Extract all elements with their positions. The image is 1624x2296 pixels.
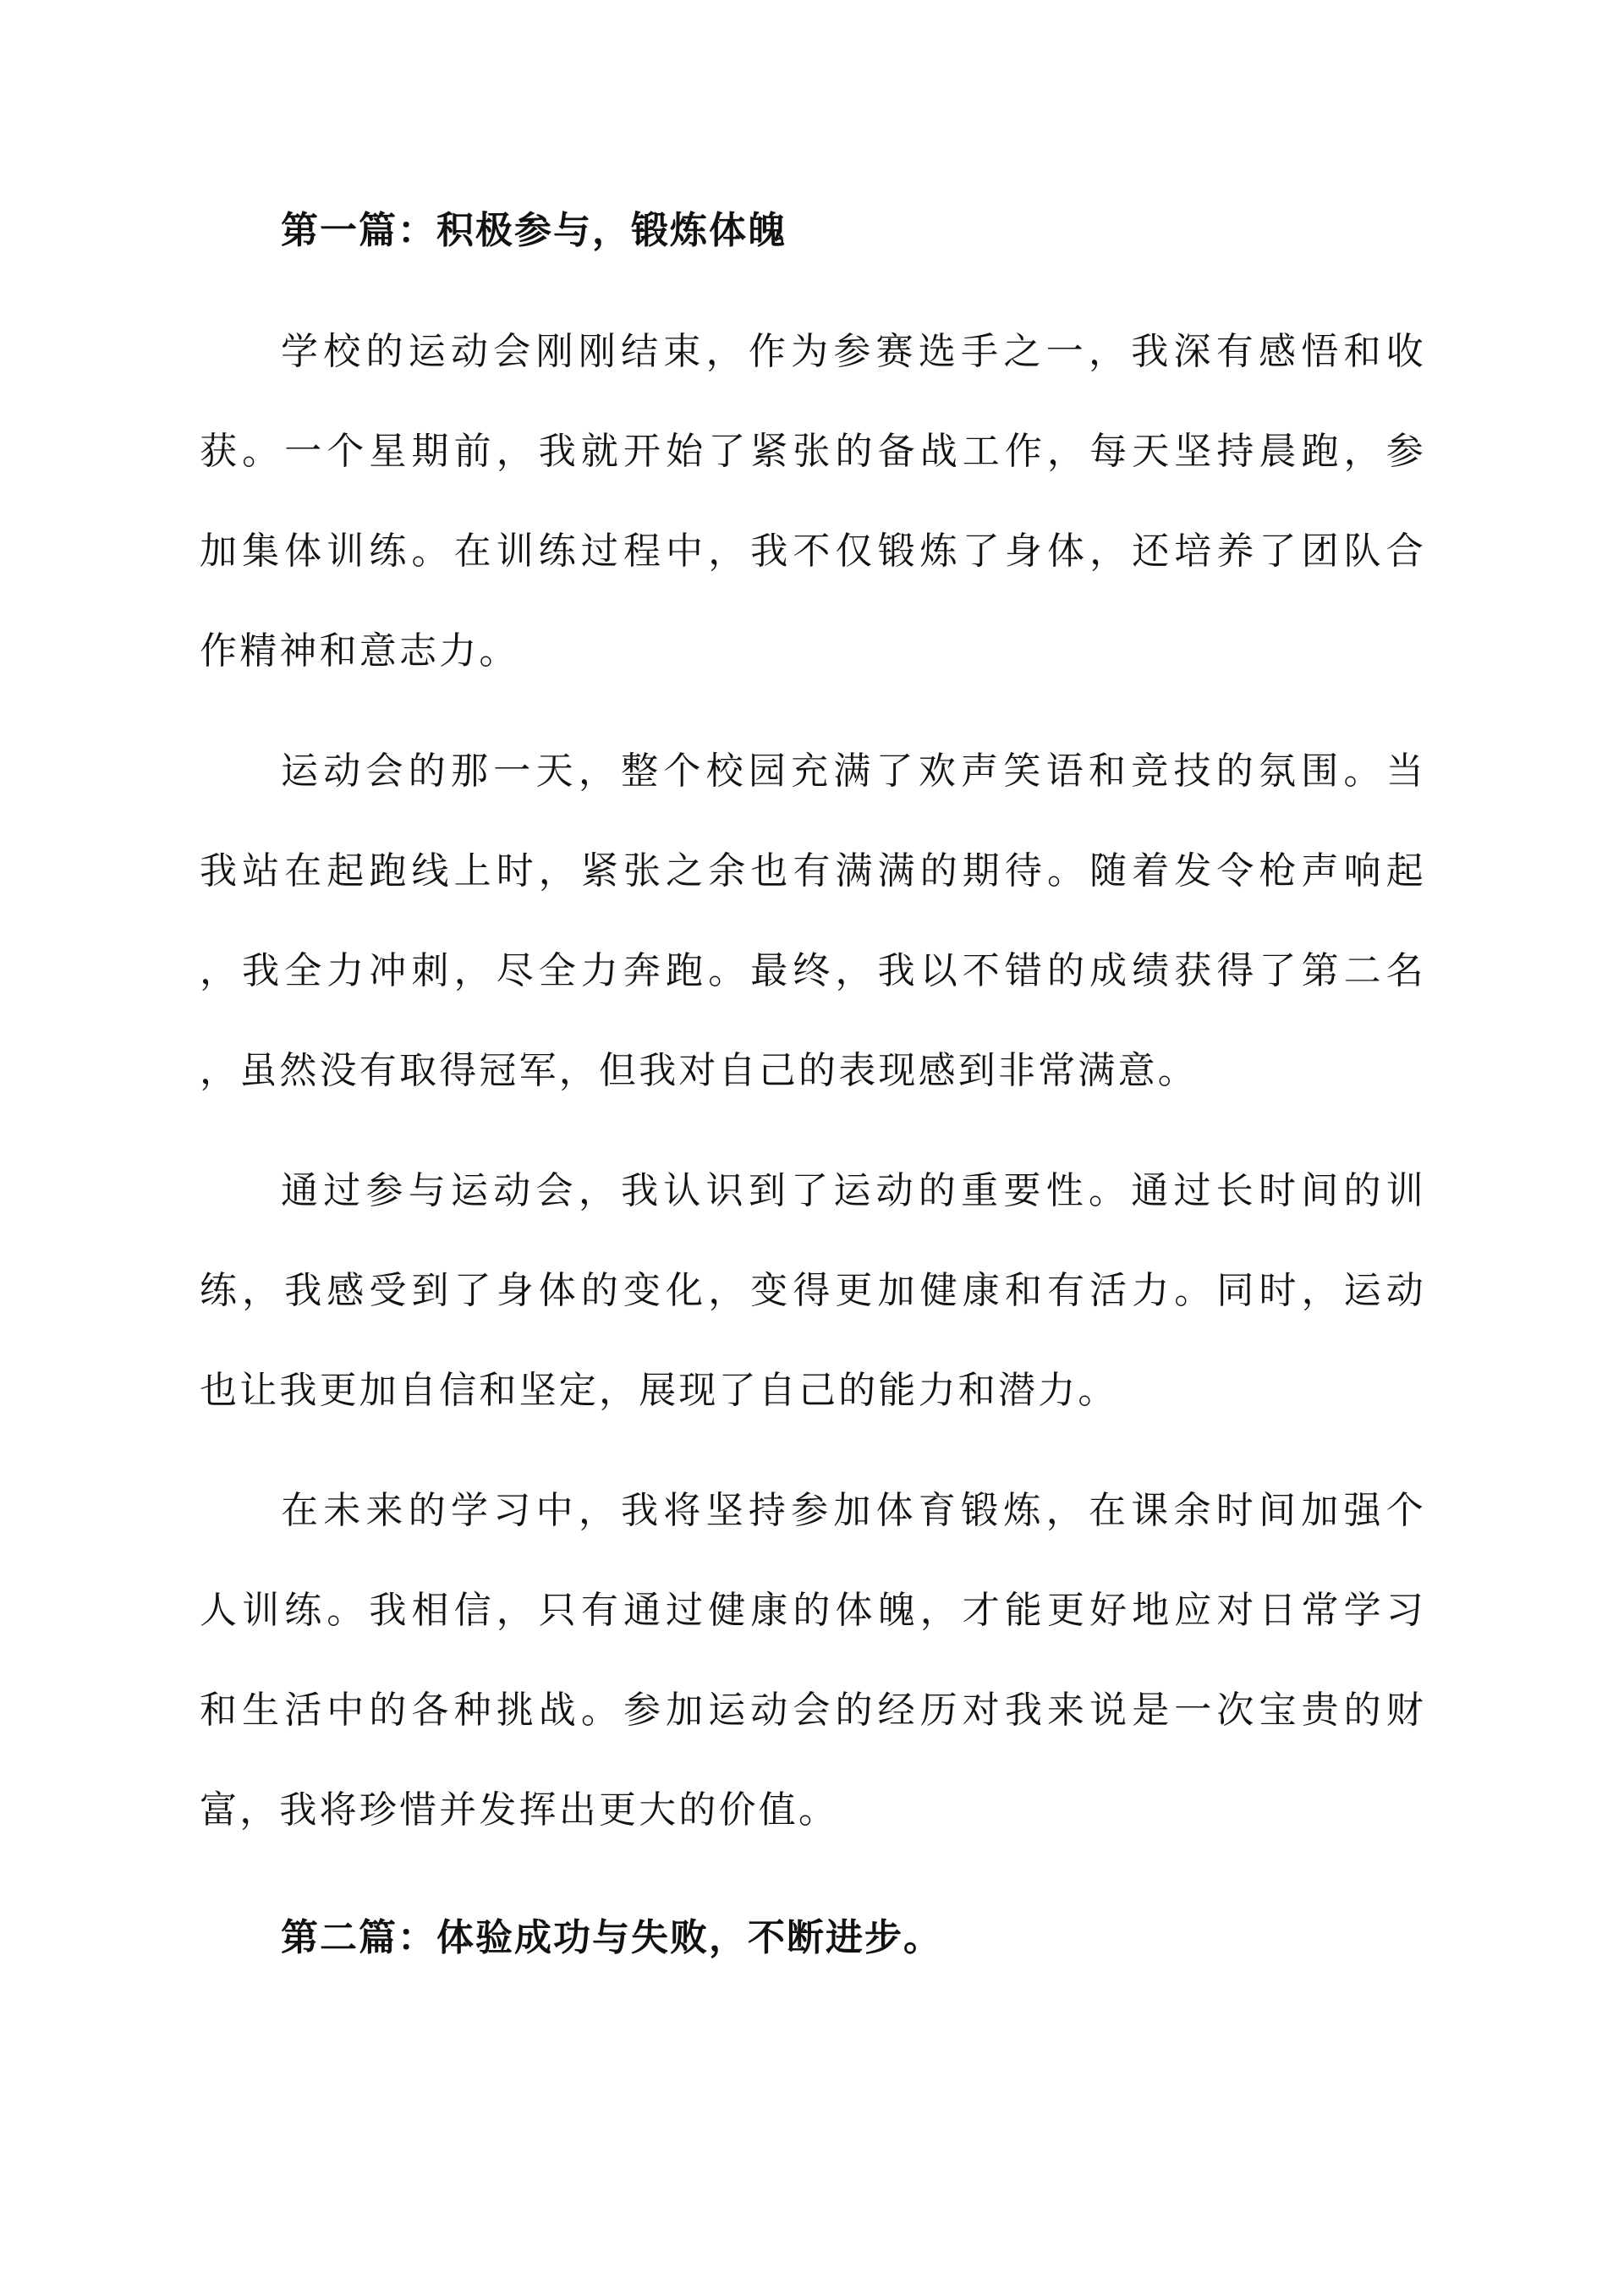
paragraph-4-line-4: 富，我将珍惜并发挥出更大的价值。 — [200, 1788, 839, 1832]
paragraph-2-line-4: ，虽然没有取得冠军，但我对自己的表现感到非常满意。 — [200, 1049, 1198, 1092]
paragraph-4-line-3: 和生活中的各种挑战。参加运动会的经历对我来说是一次宝贵的财 — [200, 1689, 1426, 1732]
paragraph-4-line-1: 在未来的学习中，我将坚持参加体育锻炼，在课余时间加强个 — [281, 1489, 1426, 1532]
section-heading-2: 第二篇：体验成功与失败，不断进步。 — [281, 1916, 942, 1959]
paragraph-1-line-3: 加集体训练。在训练过程中，我不仅锻炼了身体，还培养了团队合 — [200, 530, 1426, 573]
paragraph-4-line-2: 人训练。我相信，只有通过健康的体魄，才能更好地应对日常学习 — [200, 1589, 1426, 1632]
paragraph-2-line-1: 运动会的那一天，整个校园充满了欢声笑语和竞技的氛围。当 — [281, 750, 1426, 793]
section-heading-1: 第一篇：积极参与，锻炼体魄 — [281, 209, 787, 252]
paragraph-1-line-2: 获。一个星期前，我就开始了紧张的备战工作，每天坚持晨跑，参 — [200, 430, 1426, 473]
paragraph-2-line-2: 我站在起跑线上时，紧张之余也有满满的期待。随着发令枪声响起 — [200, 849, 1426, 893]
paragraph-3-line-3: 也让我更加自信和坚定，展现了自己的能力和潜力。 — [200, 1369, 1118, 1412]
paragraph-3-line-1: 通过参与运动会，我认识到了运动的重要性。通过长时间的训 — [281, 1169, 1426, 1212]
paragraph-1-line-1: 学校的运动会刚刚结束，作为参赛选手之一，我深有感悟和收 — [281, 330, 1426, 373]
paragraph-1-line-4: 作精神和意志力。 — [200, 629, 519, 673]
paragraph-2-line-3: ，我全力冲刺，尽全力奔跑。最终，我以不错的成绩获得了第二名 — [200, 949, 1426, 992]
paragraph-3-line-2: 练，我感受到了身体的变化，变得更加健康和有活力。同时，运动 — [200, 1269, 1426, 1312]
